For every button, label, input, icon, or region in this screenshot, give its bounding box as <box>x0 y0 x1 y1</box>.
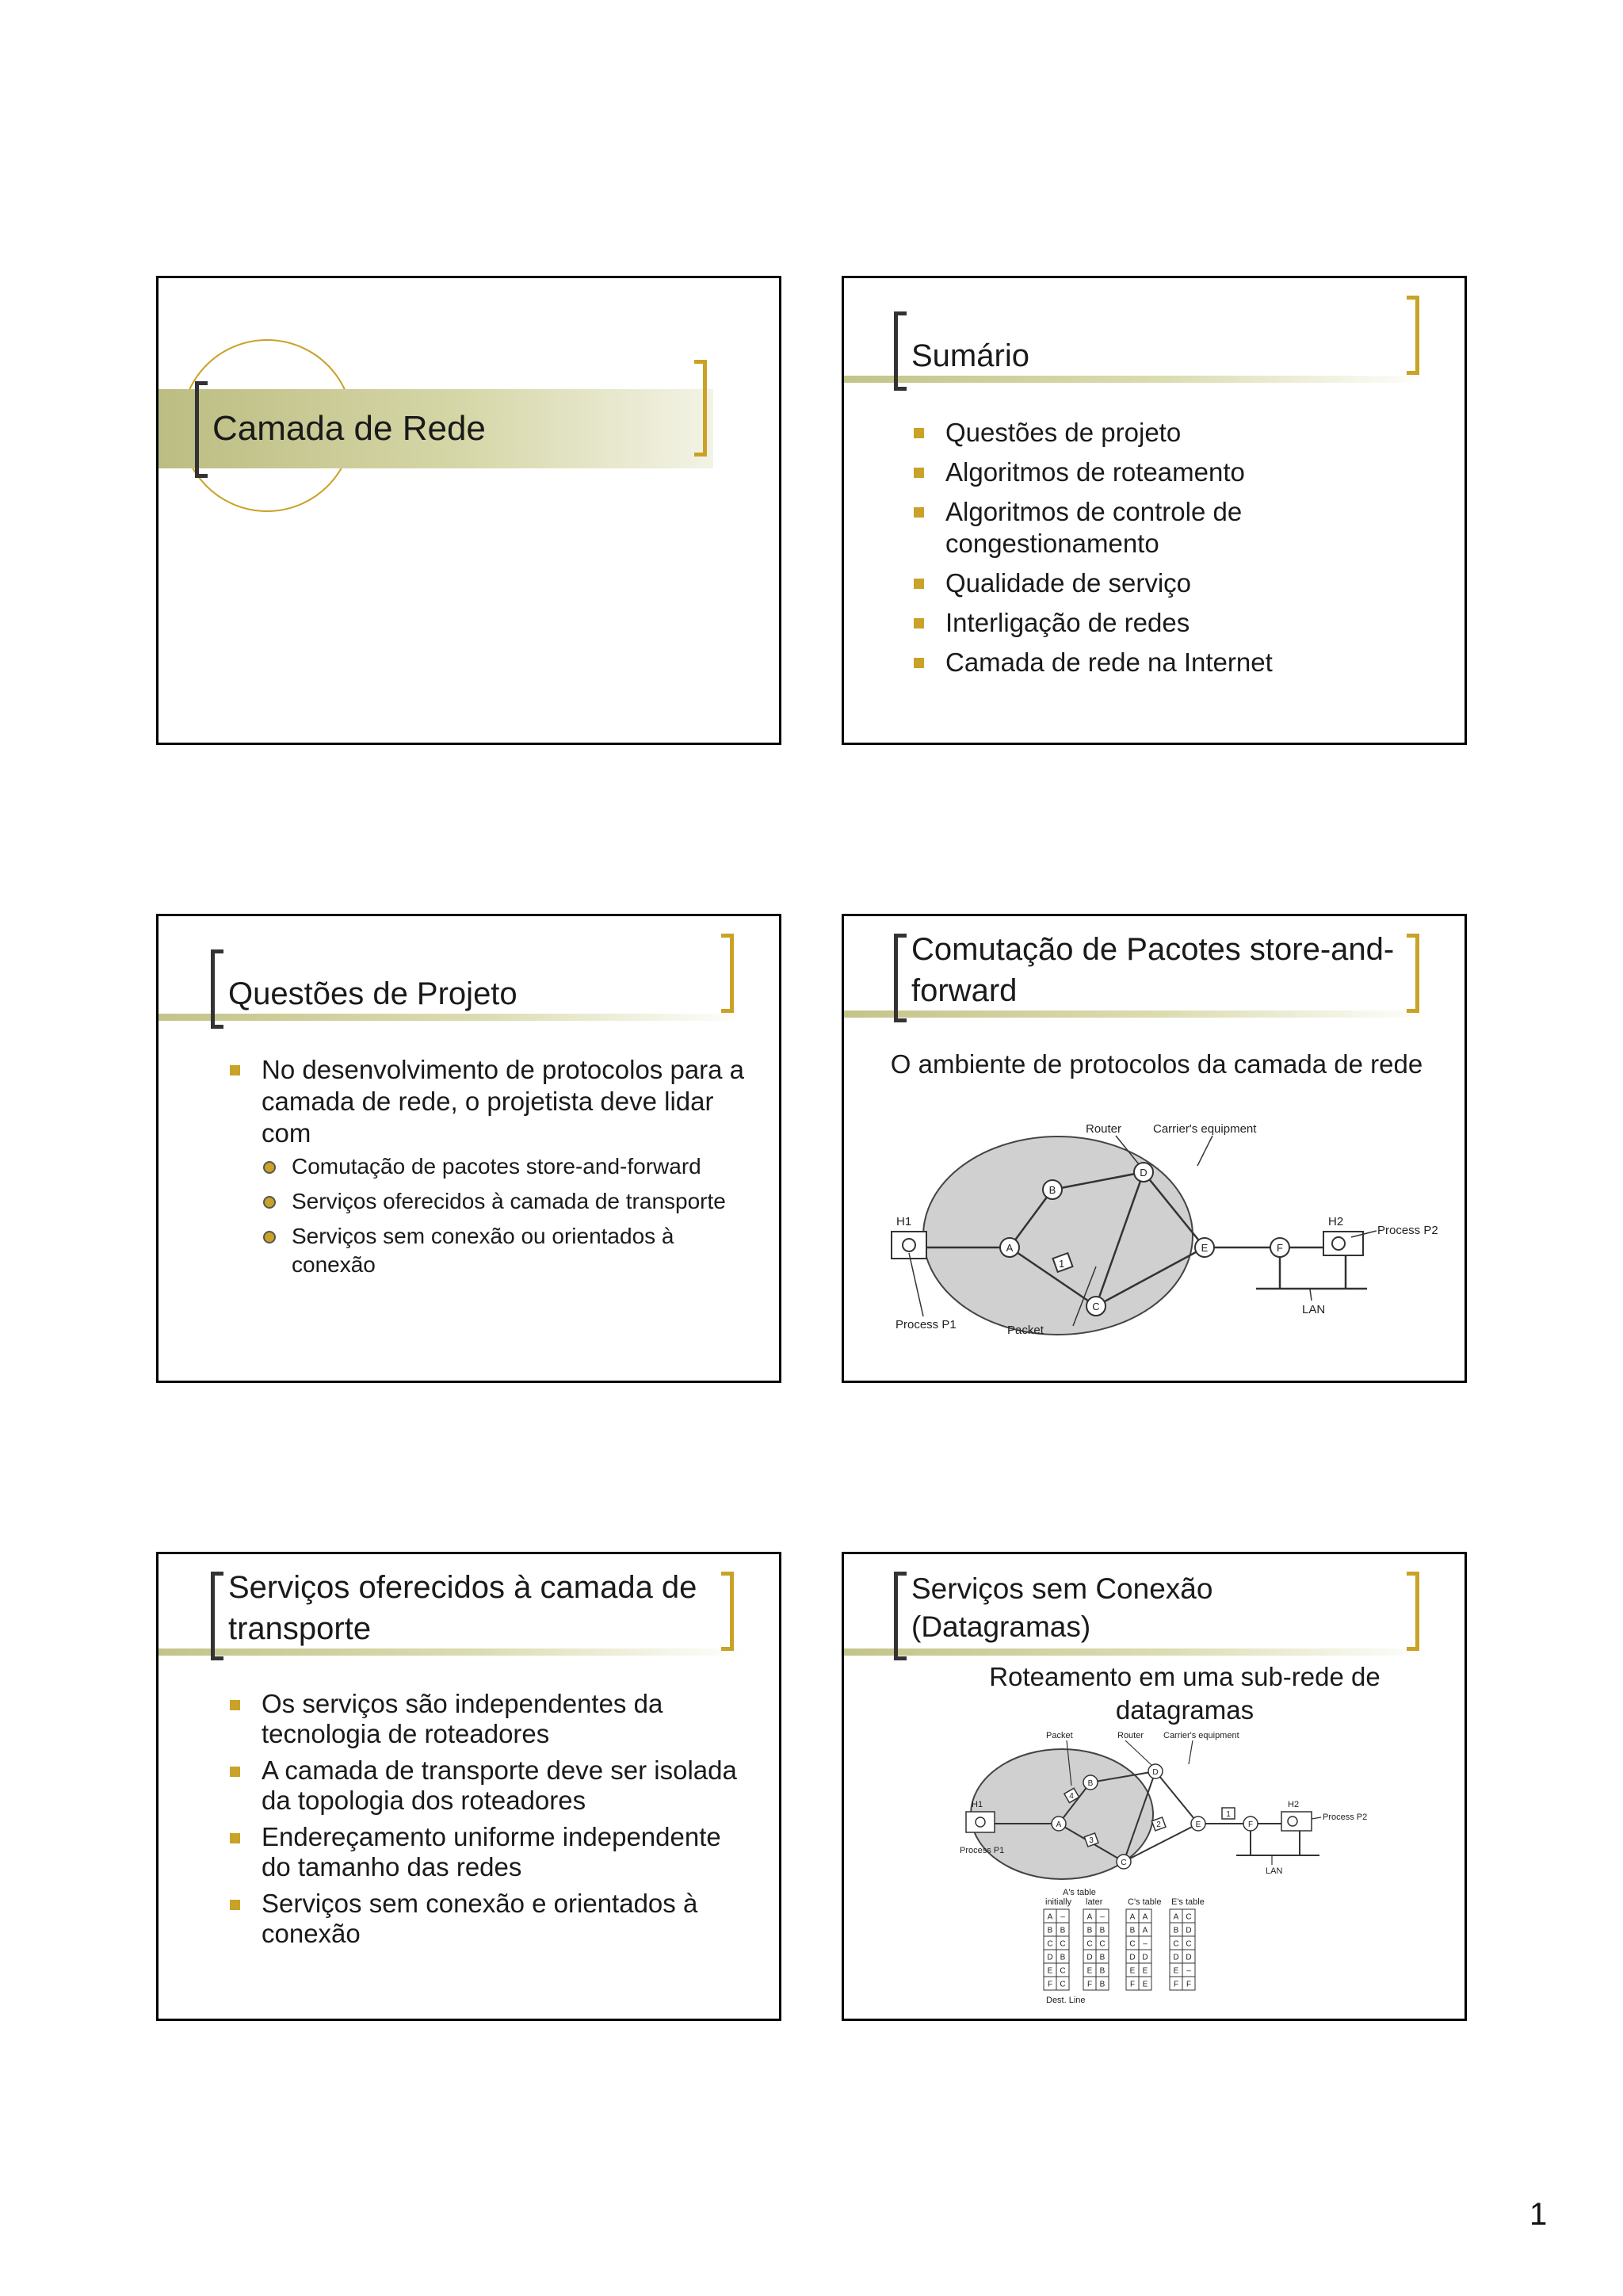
h2-label: H2 <box>1328 1215 1344 1228</box>
left-bracket-icon <box>894 311 907 391</box>
title-band <box>158 1648 745 1656</box>
table-cell-text: A <box>1142 1926 1148 1935</box>
node-label: A <box>1056 1820 1062 1829</box>
slide-questoes-de-projeto <box>156 914 781 1383</box>
table-cell-text: D <box>1142 1953 1148 1962</box>
table-cell-text: F <box>1129 1980 1136 1989</box>
slide-servicos-oferecidos <box>156 1552 781 2021</box>
process-p2-label: Process P2 <box>1377 1224 1438 1237</box>
left-bracket-icon <box>894 1572 907 1660</box>
table-cell-text: C <box>1060 1966 1066 1976</box>
bullet-list <box>230 1054 753 1287</box>
table-cell-text: – <box>1060 1912 1065 1922</box>
table-cell-text: C <box>1086 1939 1093 1949</box>
table-cell-text: C <box>1099 1939 1106 1949</box>
left-bracket-icon <box>211 1572 223 1660</box>
slide-comutacao-de-pacotes <box>842 914 1467 1383</box>
later-label: later <box>1086 1897 1103 1907</box>
table-cell-text: B <box>1099 1926 1106 1935</box>
table-cell-text: B <box>1129 1926 1136 1935</box>
node-label: D <box>1152 1768 1159 1777</box>
left-bracket-icon <box>195 381 208 478</box>
svg-text:2: 2 <box>1156 1820 1161 1829</box>
slide-title: Serviços oferecidos à camada de transporte <box>228 1570 697 1646</box>
table-cell-text: D <box>1129 1953 1136 1962</box>
node-label: C <box>1092 1301 1100 1312</box>
h2-label: H2 <box>1288 1800 1300 1809</box>
node-label: D <box>1140 1167 1148 1179</box>
node-label: E <box>1201 1242 1209 1254</box>
table-cell-text: C <box>1173 1939 1179 1949</box>
slide-subtitle: O ambiente de protocolos da camada de rede <box>890 1049 1423 1079</box>
table-cell-text: D <box>1086 1953 1093 1962</box>
table-cell-text: – <box>1100 1912 1105 1922</box>
svg-text:1: 1 <box>1059 1258 1065 1270</box>
node-label: F <box>1247 1820 1254 1829</box>
table-cell-text: A <box>1129 1912 1136 1922</box>
slide-title: Questões de Projeto <box>228 976 517 1011</box>
table-cell-text: D <box>1173 1953 1179 1962</box>
process-p1-label: Process P1 <box>896 1318 957 1331</box>
carrier-label: Carrier's equipment <box>1163 1731 1239 1740</box>
right-bracket-icon <box>1407 934 1419 1013</box>
table-cell-text: B <box>1099 1953 1106 1962</box>
table-cell-text: E <box>1173 1966 1179 1976</box>
table-cell-text: F <box>1086 1980 1093 1989</box>
table-cell-text: C <box>1060 1980 1066 1989</box>
process-p1-label: Process P1 <box>960 1846 1005 1855</box>
dest-line-label: Dest. Line <box>1046 1996 1086 2005</box>
left-bracket-icon <box>211 949 223 1029</box>
h1-label: H1 <box>972 1800 983 1809</box>
right-bracket-icon <box>1407 296 1419 375</box>
table-cell-text: E <box>1047 1966 1053 1976</box>
table-cell-text: D <box>1186 1953 1192 1962</box>
table-cell-text: F <box>1173 1980 1179 1989</box>
carrier-subnet-ellipse <box>923 1137 1193 1335</box>
process-p2-label: Process P2 <box>1323 1813 1368 1822</box>
node-label: A <box>1006 1242 1014 1254</box>
a-table-label: A's table <box>1063 1888 1096 1897</box>
slide-title: Comutação de Pacotes store-and-forward <box>911 932 1395 1008</box>
slide-servicos-sem-conexao <box>842 1552 1467 2021</box>
table-cell-text: E <box>1142 1980 1148 1989</box>
title-band <box>844 1648 1430 1656</box>
list-item: Algoritmos de roteamento <box>914 457 1437 488</box>
lan-label: LAN <box>1266 1866 1283 1876</box>
list-item: Interligação de redes <box>914 607 1437 639</box>
slide-title: Camada de Rede <box>212 409 486 448</box>
right-bracket-icon <box>1407 1572 1419 1651</box>
right-bracket-icon <box>721 934 734 1013</box>
sub-list-item: Serviços oferecidos à camada de transporte <box>262 1187 753 1216</box>
table-cell-text: C <box>1186 1912 1192 1922</box>
table-cell-text: D <box>1047 1953 1053 1962</box>
table-cell-text: B <box>1060 1953 1066 1962</box>
bullet-list <box>230 1689 753 1955</box>
bullet-text: No desenvolvimento de protocolos para a camada de rede, o projetista deve lidar com <box>262 1055 745 1148</box>
title-band <box>844 376 1430 383</box>
table-cell-text: B <box>1060 1926 1066 1935</box>
sub-list-item: Serviços sem conexão ou orientados à conexão <box>262 1222 753 1279</box>
right-bracket-icon <box>721 1572 734 1651</box>
routing-tables <box>1044 1909 1195 1990</box>
svg-text:3: 3 <box>1089 1836 1094 1845</box>
node-label: E <box>1195 1820 1201 1829</box>
lan-label: LAN <box>1302 1303 1326 1316</box>
list-item: Endereçamento uniforme independente do tamanho das redes <box>230 1822 753 1882</box>
slide-title: Sumário <box>911 338 1029 373</box>
sub-list-item: Comutação de pacotes store-and-forward <box>262 1152 753 1181</box>
table-cell-text: A <box>1047 1912 1053 1922</box>
slide-subtitle: Roteamento em uma sub-rede de datagramas <box>989 1662 1381 1725</box>
table-cell-text: – <box>1143 1939 1148 1949</box>
left-bracket-icon <box>894 934 907 1022</box>
h1-label: H1 <box>896 1215 912 1228</box>
sub-bullet-list <box>262 1152 753 1279</box>
list-item: Questões de projeto <box>914 417 1437 449</box>
datagram-diagram <box>844 1729 1467 2021</box>
router-label: Router <box>1117 1731 1144 1740</box>
table-cell-text: – <box>1186 1966 1191 1976</box>
table-cell-text: A <box>1142 1912 1148 1922</box>
packet-label: Packet <box>1007 1324 1044 1337</box>
table-cell-text: B <box>1099 1980 1106 1989</box>
router-label: Router <box>1086 1122 1122 1136</box>
list-item: Algoritmos de controle de congestionamento <box>914 496 1437 560</box>
table-cell-text: F <box>1047 1980 1053 1989</box>
table-cell-text: E <box>1142 1966 1148 1976</box>
table-cell-text: D <box>1186 1926 1192 1935</box>
table-cell-text: A <box>1173 1912 1179 1922</box>
list-item: Serviços sem conexão e orientados à conexão <box>230 1889 753 1949</box>
table-cell-text: B <box>1086 1926 1093 1935</box>
right-bracket-icon <box>694 360 707 457</box>
c-table-label: C's table <box>1128 1897 1162 1907</box>
packet-label: Packet <box>1046 1731 1073 1740</box>
node-label: F <box>1277 1242 1283 1254</box>
slide-camada-de-rede <box>156 276 781 745</box>
title-band <box>158 1014 745 1021</box>
table-cell-text: C <box>1186 1939 1192 1949</box>
table-cell-text: B <box>1047 1926 1053 1935</box>
list-item <box>230 1054 753 1279</box>
table-cell-text: C <box>1060 1939 1066 1949</box>
slide-title: Serviços sem Conexão (Datagramas) <box>911 1572 1213 1643</box>
node-label: C <box>1121 1859 1127 1867</box>
list-item: A camada de transporte deve ser isolada da topologia dos roteadores <box>230 1755 753 1816</box>
node-label: B <box>1048 1184 1056 1196</box>
table-cell-text: C <box>1129 1939 1136 1949</box>
svg-text:1: 1 <box>1226 1810 1231 1819</box>
table-cell-text: C <box>1047 1939 1053 1949</box>
slide-sumario <box>842 276 1467 745</box>
table-cell-text: B <box>1173 1926 1179 1935</box>
bullet-list <box>914 417 1437 686</box>
table-cell-text: B <box>1099 1966 1106 1976</box>
table-cell-text: E <box>1129 1966 1136 1976</box>
page-number: 1 <box>1529 2197 1548 2232</box>
title-band <box>844 1010 1430 1018</box>
list-item: Qualidade de serviço <box>914 567 1437 599</box>
svg-text:4: 4 <box>1069 1792 1074 1801</box>
initially-label: initially <box>1045 1897 1072 1907</box>
table-cell-text: A <box>1086 1912 1093 1922</box>
list-item: Camada de rede na Internet <box>914 647 1437 678</box>
node-label: B <box>1087 1779 1094 1788</box>
list-item: Os serviços são independentes da tecnologia de roteadores <box>230 1689 753 1749</box>
e-table-label: E's table <box>1171 1897 1205 1907</box>
carrier-label: Carrier's equipment <box>1153 1122 1257 1136</box>
subnet-diagram <box>844 1118 1467 1356</box>
table-cell-text: E <box>1086 1966 1093 1976</box>
table-cell-text: F <box>1186 1980 1192 1989</box>
